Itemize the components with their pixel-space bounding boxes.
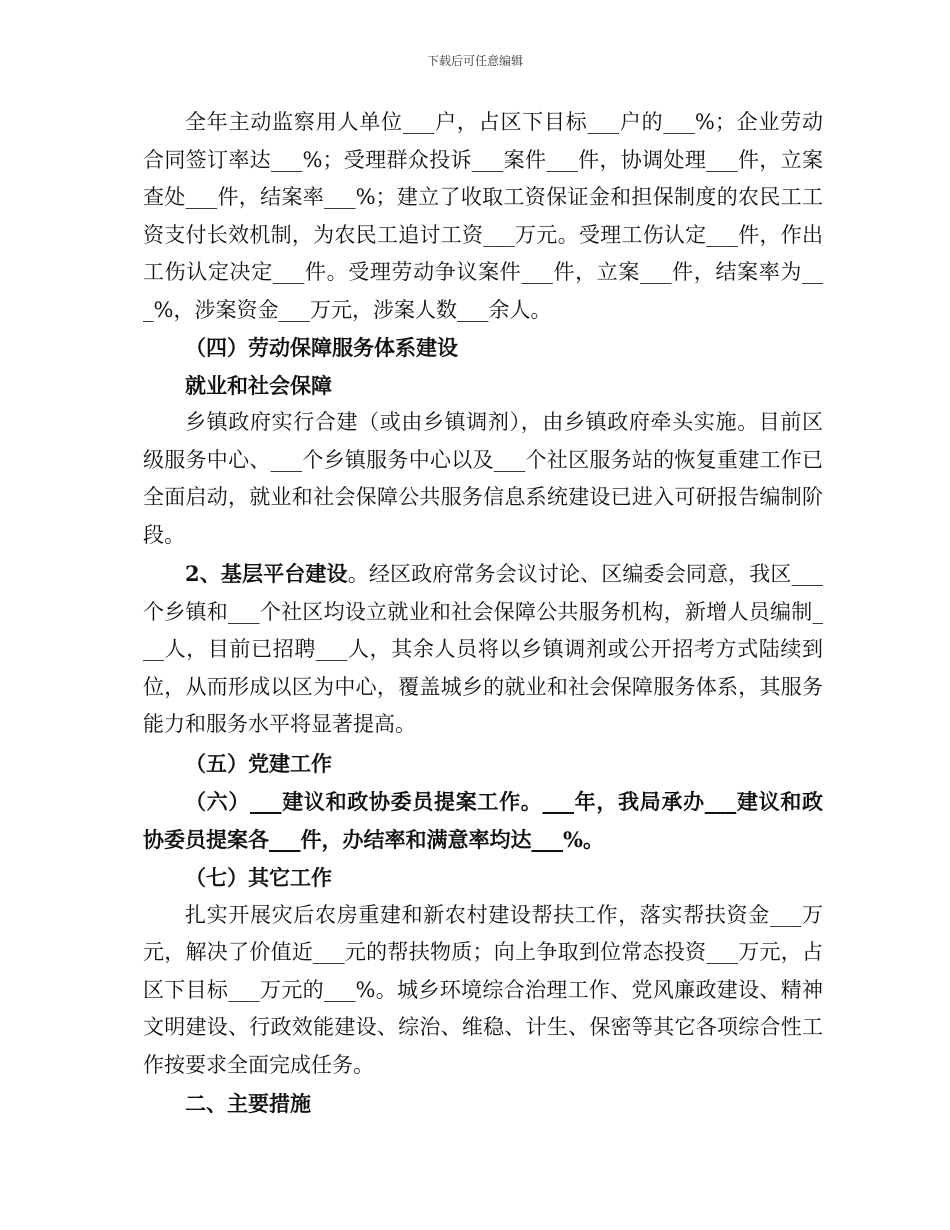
- document-body: [143, 104, 823, 1123]
- paragraph-grassroots-platform: [143, 555, 823, 744]
- heading-main-measures: 二、主要措施: [185, 1091, 311, 1116]
- grassroots-platform-lead: 2、基层平台建设: [185, 561, 348, 586]
- heading-section-6: （六）___建议和政协委员提案工作。___年，我局承办___建议和政协委员提案各___件，办结率和满意率均达___%。: [143, 789, 823, 852]
- heading-section-4: （四）劳动保障服务体系建设: [185, 335, 458, 360]
- page-header: 下载后可任意编辑: [426, 54, 523, 68]
- paragraph-other-work: 扎实开展灾后农房重建和新农村建设帮扶工作，落实帮扶资金___万元，解决了价值近___元的帮扶物质；向上争取到位常态投资___万元，占区下目标___万元的___%。城乡环境综合治理工作、党风廉政建设、精神文明建设、行政效能建设、综治、维稳、计生、保密等其它各项综合性工作按要求全面完成任务。: [143, 902, 823, 1077]
- heading-section-5: （五）党建工作: [185, 750, 332, 776]
- paragraph-township-service: 乡镇政府实行合建（或由乡镇调剂），由乡镇政府牵头实施。目前区级服务中心、___个乡镇服务中心以及___个社区服务站的恢复重建工作已全面启动，就业和社会保障公共服务信息系统建设已进入可研报告编制阶段。: [143, 410, 823, 547]
- grassroots-platform-text: 。经区政府常务会议讨论、区编委会同意，我区___个乡镇和___个社区均设立就业和社会保障公共服务机构，新增人员编制___人，目前已招聘___人，其余人员将以乡镇调剂或公开招考方式陆续到位，从而形成以区为中心，覆盖城乡的就业和社会保障服务体系，其服务能力和服务水平将显著提高。: [143, 562, 823, 736]
- heading-employment-social-security: 就业和社会保障: [185, 372, 332, 398]
- paragraph-labor-inspection: 全年主动监察用人单位___户，占区下目标___户的___%；企业劳动合同签订率达___%；受理群众投诉___案件___件，协调处理___件，立案查处___件，结案率___%；建立了收取工资保证金和担保制度的农民工工资支付长效机制，为农民工追讨工资___万元。受理工伤认定___件，作出工伤认定决定___件。受理劳动争议案件___件，立案___件，结案率为___%，涉案资金___万元，涉案人数___余人。: [143, 110, 823, 322]
- heading-section-7: （七）其它工作: [185, 865, 332, 890]
